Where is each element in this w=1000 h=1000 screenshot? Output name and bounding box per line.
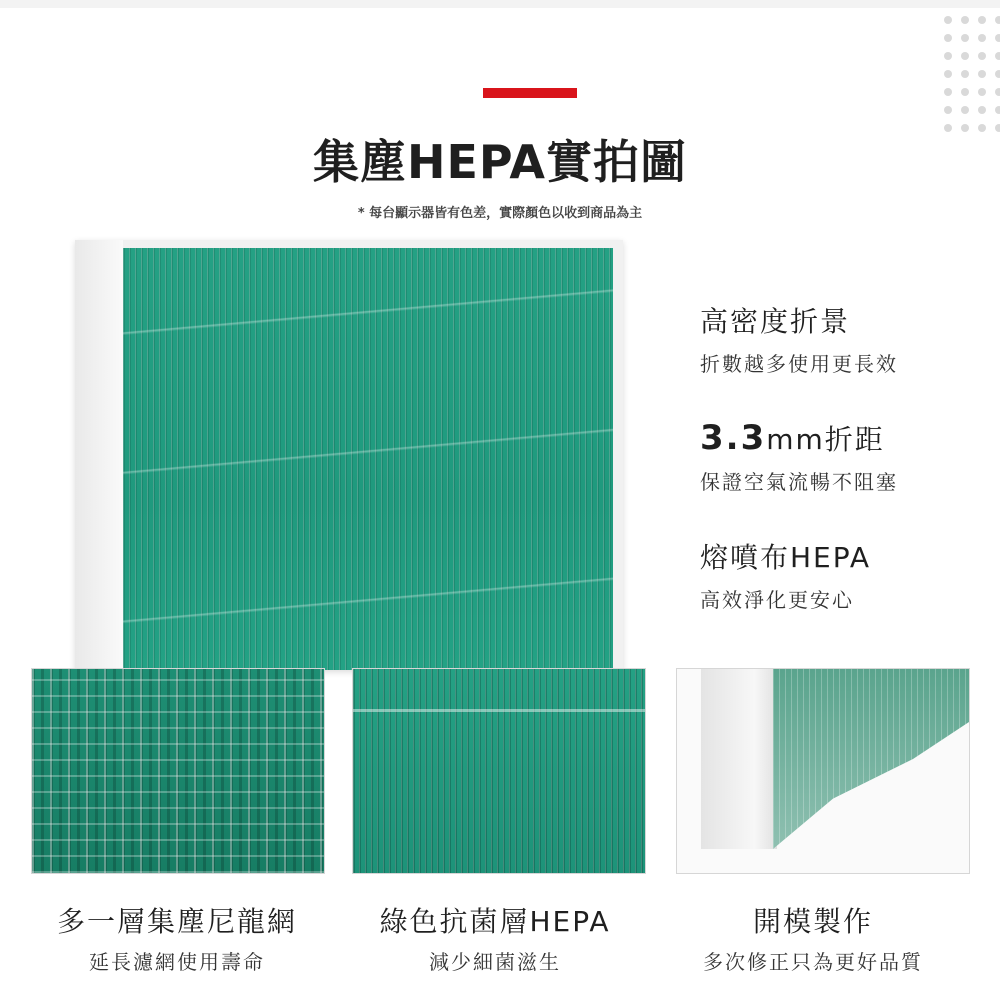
caption-nylon-mesh [12,900,342,975]
feature-number: 3.3 [700,418,767,458]
caption-heading: 開模製作 [752,905,873,938]
photo-molded-frame [676,668,970,874]
photo-green-hepa [352,668,646,874]
top-bar [0,0,1000,8]
caption-heading: 綠色抗菌層HEPA [379,905,611,938]
caption-desc: 延長濾網使用壽命 [89,950,265,974]
filter-pleated-mesh [123,248,613,670]
dot-pattern-decoration [944,16,1000,132]
title-accent-bar [483,88,577,98]
caption-green-hepa [330,900,660,975]
feature-desc: 折數越多使用更長效 [700,352,898,376]
feature-pleat-density [700,300,898,377]
feature-heading: 3.3mm折距 [700,418,885,458]
feature-heading: 高密度折景 [700,305,851,338]
photo-nylon-mesh [31,668,325,874]
feature-heading: 熔噴布HEPA [700,541,871,574]
caption-molded [648,900,978,975]
feature-pleat-pitch [700,418,898,495]
filter-main-photo [75,240,623,670]
color-disclaimer: * 每台顯示器皆有色差，實際顏色以收到商品為主 [357,206,643,221]
caption-desc: 減少細菌滋生 [429,950,561,974]
feature-meltblown [700,536,871,613]
page-title: 集塵HEPA實拍圖 [312,135,687,189]
caption-heading: 多一層集塵尼龍網 [56,905,297,938]
feature-desc: 保證空氣流暢不阻塞 [700,470,898,494]
caption-desc: 多次修正只為更好品質 [703,950,923,974]
filter-frame [75,240,123,670]
feature-desc: 高效淨化更安心 [700,588,854,612]
